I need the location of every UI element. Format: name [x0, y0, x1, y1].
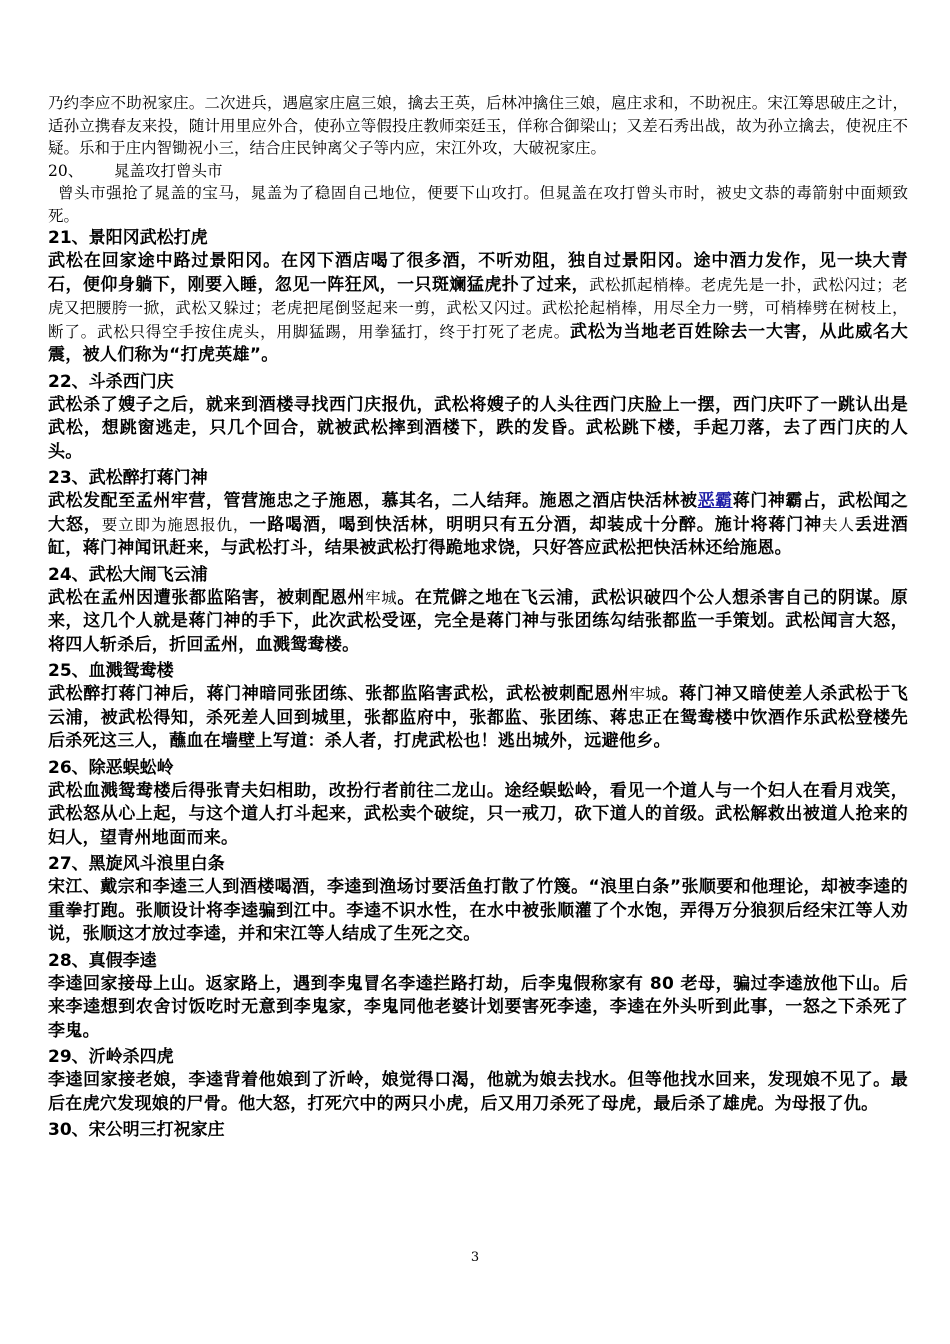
section-20-number: 20、 [48, 161, 84, 180]
section-22-text: 武松杀了嫂子之后，就来到酒楼寻找西门庆报仇，武松将嫂子的人头往西门庆脸上一摆，西门庆吓了一跳认出是武松，想跳窗逃走，只几个回合，就被武松摔到酒楼下，跌的发昏。武松跳下楼，手起刀落，去了西门庆的人头。 [48, 394, 908, 462]
section-20-heading [48, 160, 908, 183]
section-23-text-d: 一路喝酒，喝到快活林，明明只有五分酒，却装成十分醉。施计将蒋门神 [249, 514, 823, 535]
section-25-heading: 25、血溅鸳鸯楼 [48, 661, 174, 681]
section-23-text-b: 蒋门神霸占，武松闻之大怒， [48, 491, 909, 535]
section-20-title: 晁盖攻打曾头市 [114, 161, 223, 180]
section-23-text [48, 490, 908, 561]
section-21-text-normal: 武松抓起梢棒。老虎先是一扑，武松闪过；老虎又把腰胯一掀，武松又躲过；老虎把尾倒竖起来一剪，武松又闪过。武松抡起梢棒，用尽全力一劈，可梢棒劈在树枝上，断了。武松只得空手按住虎头，用脚猛踢，用拳猛打，终于打死了老虎。 [48, 275, 908, 341]
section-23-heading: 23、武松醉打蒋门神 [48, 468, 208, 488]
section-21-text-bold-b: 武松为当地老百姓除去一大害，从此威名大震，被人们称为“打虎英雄”。 [48, 321, 908, 365]
intro-paragraph: 乃约李应不助祝家庄。二次进兵，遇扈家庄扈三娘，擒去王英，后林冲擒住三娘，扈庄求和，不助祝庄。宋江筹思破庄之计，适孙立携春友来投，随计用里应外合，使孙立等假投庄教师栾廷玉，佯称合御梁山；又差石秀出战，故为孙立擒去，使祝庄不疑。乐和于庄内智锄祝小三，结合庄民钟离父子等内应，宋江外攻，大破祝家庄。 [48, 94, 908, 157]
section-28-heading: 28、真假李逵 [48, 950, 157, 971]
section-27-heading: 27、黑旋风斗浪里白条 [48, 854, 225, 874]
section-21-text-bold-a: 武松在回家途中路过景阳冈。在冈下酒店喝了很多酒，不听劝阻，独自过景阳冈。途中酒力发作，见一块大青石，便仰身躺下，刚要入睡，忽见一阵狂风，一只斑斓猛虎扑了过来， [48, 251, 908, 295]
section-25-text-b: 牢城 [629, 685, 662, 703]
section-24-text [48, 587, 908, 658]
section-26-heading: 26、除恶蜈蚣岭 [48, 757, 174, 778]
section-25-text-c: 。蒋门神又暗使差人杀武松于飞云浦，被武松得知，杀死差人回到城里，张都监府中，张都监、张团练、蒋忠正在鸳鸯楼中饮酒作乐武松登楼先后杀死这三人，蘸血在墙壁上写道：杀人者，打虎武松也！逃出城外，远避他乡。 [48, 684, 908, 751]
section-24-text-b: 牢城 [365, 588, 398, 607]
section-25-text-a: 武松醉打蒋门神后，蒋门神暗同张团练、张都监陷害武松，武松被刺配恩州 [48, 684, 630, 704]
section-21-text [48, 250, 908, 368]
section-27-text: 宋江、戴宗和李逵三人到酒楼喝酒，李逵到渔场讨要活鱼打散了竹篾。“浪里白条”张顺要和他理论，却被李逵的重拳打跑。张顺设计将李逵骗到江中。李逵不识水性，在水中被张顺灌了个水饱，弄得万分狼狈后经宋江等人劝说，张顺这才放过李逵，并和宋江等人结成了生死之交。 [48, 877, 908, 944]
section-29-heading: 29、沂岭杀四虎 [48, 1047, 174, 1067]
section-24-text-a: 武松在孟州因遭张都监陷害，被刺配恩州 [48, 587, 366, 608]
section-23-text-f: 丢进酒缸，蒋门神闻讯赶来，与武松打斗，结果被武松打得跪地求饶，只好答应武松把快活林还给施恩。 [48, 514, 909, 558]
section-29-text: 李逵回家接老娘，李逵背着他娘到了沂岭，娘觉得口渴，他就为娘去找水。但等他找水回来，发现娘不见了。最后在虎穴发现娘的尸骨。他大怒，打死穴中的两只小虎，后又用刀杀死了母虎，最后杀了雄虎。为母报了仇。 [48, 1070, 908, 1114]
section-24-heading: 24、武松大闹飞云浦 [48, 564, 208, 585]
section-30-heading: 30、宋公明三打祝家庄 [48, 1120, 225, 1140]
section-22-heading: 22、斗杀西门庆 [48, 371, 174, 392]
section-20-text: 曾头市强抢了晁盖的宝马，晁盖为了稳固自己地位，便要下山攻打。但晁盖在攻打曾头市时，被史文恭的毒箭射中面颊致死。 [48, 184, 908, 225]
section-23-text-c: 要立即为施恩报仇， [101, 515, 250, 534]
page-number: 3 [470, 1250, 480, 1265]
section-23-text-a: 武松发配至孟州牢营，管营施忠之子施恩，慕其名，二人结拜。施恩之酒店快活林被 [48, 491, 698, 511]
section-24-text-c: 。在荒僻之地在飞云浦，武松识破四个公人想杀害自己的阴谋。原来，这几个人就是蒋门神的手下，此次武松受诬，完全是蒋门神与张团练勾结张都监一手策划。武松闻言大怒，将四人斩杀后，折回孟州，血溅鸳鸯楼。 [48, 587, 909, 655]
section-21-heading: 21、景阳冈武松打虎 [48, 228, 208, 248]
section-28-text: 李逵回家接母上山。返家路上，遇到李鬼冒名李逵拦路打劫，后李鬼假称家有 80 老母，骗过李逵放他下山。后来李逵想到农舍讨饭吃时无意到李鬼家，李鬼同他老婆计划要害死李逵，李逵在外头听到此事，一怒之下杀死了李鬼。 [48, 973, 908, 1041]
section-25-text [48, 683, 908, 754]
document-page [48, 92, 908, 1142]
section-26-text: 武松血溅鸳鸯楼后得张青夫妇相助，改扮行者前往二龙山。途经蜈蚣岭，看见一个道人与一个妇人在看月戏笑，武松怒从心上起，与这个道人打斗起来，武松卖个破绽，只一戒刀，砍下道人的首级。武松解救出被道人抢来的妇人，望青州地面而来。 [48, 780, 908, 848]
e-ba-link[interactable]: 恶霸 [697, 491, 733, 511]
section-23-text-e: 夫人 [822, 515, 855, 534]
